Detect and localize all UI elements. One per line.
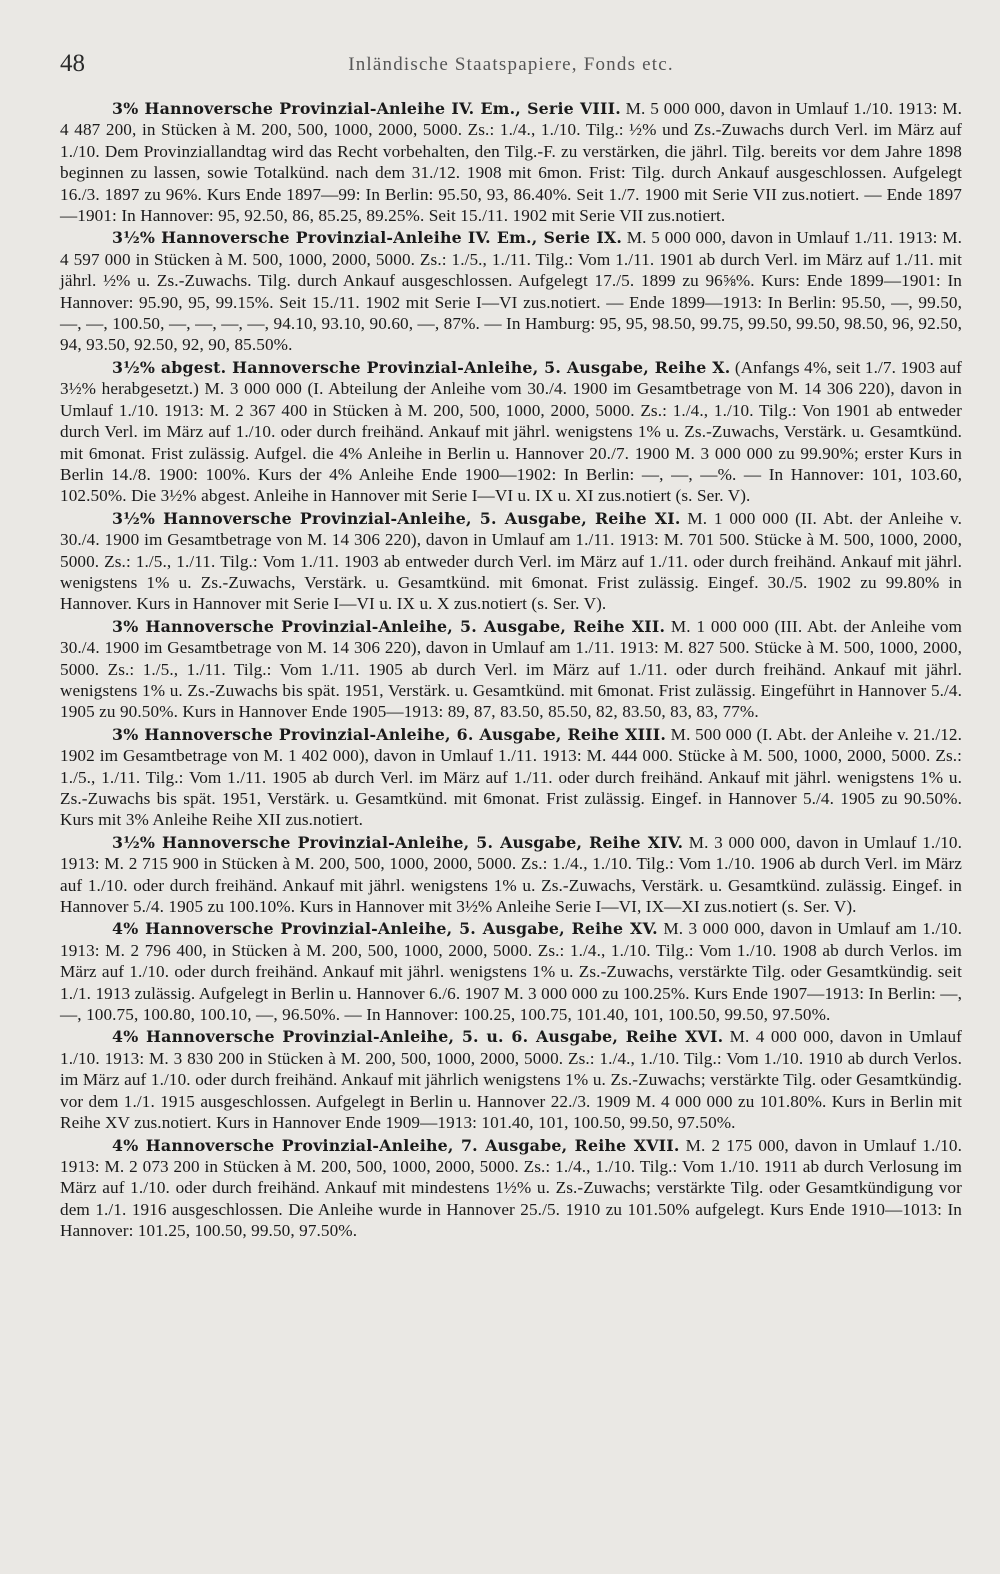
page-header: Inländische Staatspapiere, Fonds etc. xyxy=(348,54,674,75)
bond-entry-reihe-xi xyxy=(60,508,962,615)
bond-entry-serie-viii xyxy=(60,98,962,226)
entry-text: M. 2 175 000, davon in Umlauf 1./10. 1913: M. 2 073 200 in Stücken à M. 200, 500, 1000, 2000, 5000. Zs.: 1./4., 1./10. Tilg.: Vom 1./10. 1911 ab durch Verlosung im März auf 1./10. oder durch freihänd. Ankauf mit mindestens 1½% u. Zs.-Zuwachs; verstärkte Tilg. oder Gesamtkündigung vor dem 1./1. 1916 ausgeschlossen. Die Anleihe wurde in Hannover 25./5. 1910 zu 101.50% aufgelegt. Kurs Ende 1910—1013: In Hannover: 101.25, 100.50, 99.50, 97.50%. xyxy=(60,1135,962,1241)
entry-text: M. 1 000 000 (II. Abt. der Anleihe v. 30./4. 1900 im Gesamtbetrage von M. 14 306 220), davon in Umlauf am 1./11. 1913: M. 701 500. Stücke à M. 500, 1000, 2000, 5000. Zs.: 1./5., 1./11. Tilg.: Vom 1./11. 1903 ab entweder durch Verl. im März auf 1./11. oder durch freihänd. Ankauf mit jährl. wenigstens 1% u. Zs.-Zuwachs, Verstärk. u. Gesamtkünd. mit 6monat. Frist zulässig. Eingef. 30./5. 1902 zu 99.80% in Hannover. Kurs in Hannover mit Serie I—VI u. IX u. X zus.notiert (s. Ser. V). xyxy=(60,508,963,614)
page-number: 48 xyxy=(60,50,85,77)
bond-entry-reihe-xii xyxy=(60,616,962,723)
entry-title: 3% Hannoversche Provinzial-Anleihe, 6. Ausgabe, Reihe XIII. xyxy=(112,724,667,744)
bond-entry-reihe-xv xyxy=(60,918,962,1025)
entry-title: 4% Hannoversche Provinzial-Anleihe, 5. Ausgabe, Reihe XV. xyxy=(112,919,658,939)
bond-entry-reihe-xvii xyxy=(60,1135,962,1242)
bond-entry-reihe-xiv xyxy=(60,832,962,918)
entry-title: 4% Hannoversche Provinzial-Anleihe, 7. Ausgabe, Reihe XVII. xyxy=(112,1135,680,1155)
entry-title: 3½% Hannoversche Provinzial-Anleihe, 5. Ausgabe, Reihe XIV. xyxy=(112,832,684,852)
entry-title: 3½% abgest. Hannoversche Provinzial-Anleihe, 5. Ausgabe, Reihe X. xyxy=(112,357,731,377)
bond-entry-reihe-xiii xyxy=(60,724,962,831)
entry-text: M. 1 000 000 (III. Abt. der Anleihe vom 30./4. 1900 im Gesamtbetrage von M. 14 306 220), davon in Umlauf am 1./11. 1913: M. 827 500. Stücke à M. 500, 1000, 2000, 5000. Zs.: 1./5., 1./11. Tilg.: Vom 1./11. 1905 ab durch Verl. im März auf 1./11. oder durch freihänd. Ankauf mit jährl. wenigstens 1% u. Zs.-Zuwachs bis spät. 1951, Verstärk. u. Gesamtkünd. mit 6monat. Frist zulässig. Eingeführt in Hannover 5./4. 1905 zu 90.50%. Kurs in Hannover Ende 1905—1913: 89, 87, 83.50, 85.50, 82, 83.50, 83, 83, 77%. xyxy=(60,616,962,722)
entry-text: M. 3 000 000, davon in Umlauf 1./10. 1913: M. 2 715 900 in Stücken à M. 200, 500, 1000, 2000, 5000. Zs.: 1./4., 1./10. Tilg.: Vom 1./10. 1906 ab durch Verl. im März auf 1./10. oder durch freihänd. Ankauf mit jährl. wenigstens 1% u. Zs.-Zuwachs, Verstärk. u. Gesamtkünd. zulässig. Eingef. in Hannover 5./4. 1905 zu 100.10%. Kurs in Hannover mit 3½% Anleihe Serie I—VI, IX—XI zus.notiert (s. Ser. V). xyxy=(60,832,962,917)
bond-entry-serie-ix xyxy=(60,227,962,355)
entry-text: M. 5 000 000, davon in Umlauf 1./11. 1913: M. 4 597 000 in Stücken à M. 500, 1000, 2000, 5000. Zs.: 1./5., 1./11. Tilg.: Vom 1./11. 1901 ab durch Verl. im März auf 1./11. mit jährl. ½% u. Zs.-Zuwachs. Tilg. durch Ankauf ausgeschlossen. Aufgelegt 17./5. 1899 zu 96⅝%. Kurs: Ende 1899—1901: In Hannover: 95.90, 95, 99.15%. Seit 15./11. 1902 mit Serie I—VI zus.notiert. — Ende 1899—1913: In Berlin: 95.50, —, 99.50, —, —, 100.50, —, —, —, —, 94.10, 93.10, 90.60, —, 87%. — In Hamburg: 95, 95, 98.50, 99.75, 99.50, 99.50, 98.50, 96, 92.50, 94, 93.50, 92.50, 92, 90, 85.50%. xyxy=(60,228,962,355)
entry-text: M. 5 000 000, davon in Umlauf 1./10. 1913: M. 4 487 200, in Stücken à M. 200, 500, 1000, 2000, 5000. Zs.: 1./4., 1./10. Tilg.: ½% und Zs.-Zuwachs durch Verl. im März auf 1./10. Dem Provinziallandtag wird das Recht vorbehalten, den Tilg.-F. zu verstärken, die jährl. Tilg. bereits vor dem Jahre 1898 beginnen zu lassen, sowie Totalkünd. nach dem 31./12. 1908 mit 6mon. Frist: Tilg. durch Ankauf ausgeschlossen. Aufgelegt 16./3. 1897 zu 96%. Kurs Ende 1897—99: In Berlin: 95.50, 93, 86.40%. Seit 1./7. 1900 mit Serie VII zus.notiert. — Ende 1897—1901: In Hannover: 95, 92.50, 86, 85.25, 89.25%. Seit 15./11. 1902 mit Serie VII zus.notiert. xyxy=(60,99,962,226)
entry-title: 4% Hannoversche Provinzial-Anleihe, 5. u. 6. Ausgabe, Reihe XVI. xyxy=(112,1027,724,1047)
entry-title: 3% Hannoversche Provinzial-Anleihe IV. Em., Serie VIII. xyxy=(112,99,621,118)
entry-title: 3½% Hannoversche Provinzial-Anleihe IV. Em., Serie IX. xyxy=(112,228,623,248)
running-head xyxy=(60,44,962,80)
entry-text: M. 4 000 000, davon in Umlauf 1./10. 1913: M. 3 830 200 in Stücken à M. 200, 500, 1000, 2000, 5000. Zs.: 1./4., 1./10. Tilg.: Vom 1./10. 1910 ab durch Verlos. im März auf 1./10. oder durch freihänd. Ankauf mit jährlich wenigstens 1% u. Zs.-Zuwachs; verstärkte Tilg. oder Gesamtkündig. vor dem 1./1. 1915 ausgeschlossen. Aufgelegt in Berlin u. Hannover 22./3. 1909 M. 4 000 000 zu 101.80%. Kurs in Berlin mit Reihe XV zus.notiert. Kurs in Hannover Ende 1909—1913: 101.40, 101, 100.50, 99.50, 97.50%. xyxy=(60,1027,962,1133)
bond-entry-reihe-xvi xyxy=(60,1026,962,1133)
entry-title: 3½% Hannoversche Provinzial-Anleihe, 5. Ausgabe, Reihe XI. xyxy=(112,508,681,528)
entry-text: M. 3 000 000, davon in Umlauf am 1./10. 1913: M. 2 796 400, in Stücken à M. 200, 500, 1000, 2000, 5000. Zs.: 1./4., 1./10. Tilg.: Vom 1./10. 1908 ab durch Verlos. im März auf 1./10. oder durch freihänd. Ankauf mit jährl. wenigstens 1% u. Zs.-Zuwachs, verstärkte Tilg. oder Gesamtkündig. seit 1./1. 1913 zulässig. Aufgelegt in Berlin u. Hannover 6./6. 1907 M. 3 000 000 zu 100.25%. Kurs Ende 1907—1913: In Berlin: —, —, 100.75, 100.80, 100.10, —, 96.50%. — In Hannover: 100.25, 100.75, 101.40, 101, 100.50, 99.50, 97.50%. xyxy=(60,919,962,1025)
entry-text: (Anfangs 4%, seit 1./7. 1903 auf 3½% herabgesetzt.) M. 3 000 000 (I. Abteilung der Anleihe vom 30./4. 1900 im Gesamtbetrage von M. 14 306 220), davon in Umlauf 1./10. 1913: M. 2 367 400 in Stücken à M. 200, 500, 1000, 2000, 5000. Zs.: 1./4., 1./10. Tilg.: Von 1901 ab entweder durch Verl. im März auf 1./10. oder durch freihänd. Ankauf mit jährl. wenigstens 1% u. Zs.-Zuwachs, Verstärk. u. Gesamtkünd. mit 6monat. Frist zulässig. Aufgel. die 4% Anleihe in Berlin u. Hannover 20./7. 1900 M. 3 000 000 zu 99.90%; erster Kurs in Berlin 14./8. 1900: 100%. Kurs der 4% Anleihe Ende 1900—1902: In Berlin: —, —, —%. — In Hannover: 101, 103.60, 102.50%. Die 3½% abgest. Anleihe in Hannover mit Serie I—VI u. IX u. XI zus.notiert (s. Ser. V). xyxy=(60,357,962,506)
bond-entry-reihe-x xyxy=(60,357,962,507)
entry-title: 3% Hannoversche Provinzial-Anleihe, 5. Ausgabe, Reihe XII. xyxy=(112,616,666,636)
page-content xyxy=(60,98,962,1242)
entry-text: M. 500 000 (I. Abt. der Anleihe v. 21./12. 1902 im Gesamtbetrage von M. 1 402 000), davon in Umlauf 1./11. 1913: M. 444 000. Stücke à M. 500, 1000, 2000, 5000. Zs.: 1./5., 1./11. Tilg.: Vom 1./11. 1905 ab durch Verl. im März auf 1./11. oder durch freihänd. Ankauf mit jährl. wenigstens 1% u. Zs.-Zuwachs bis spät. 1951, Verstärk. u. Gesamtkünd. mit 6monat. Frist zulässig. Eingef. in Hannover 5./4. 1905 zu 90.50%. Kurs mit 3% Anleihe Reihe XII zus.notiert. xyxy=(60,724,962,830)
